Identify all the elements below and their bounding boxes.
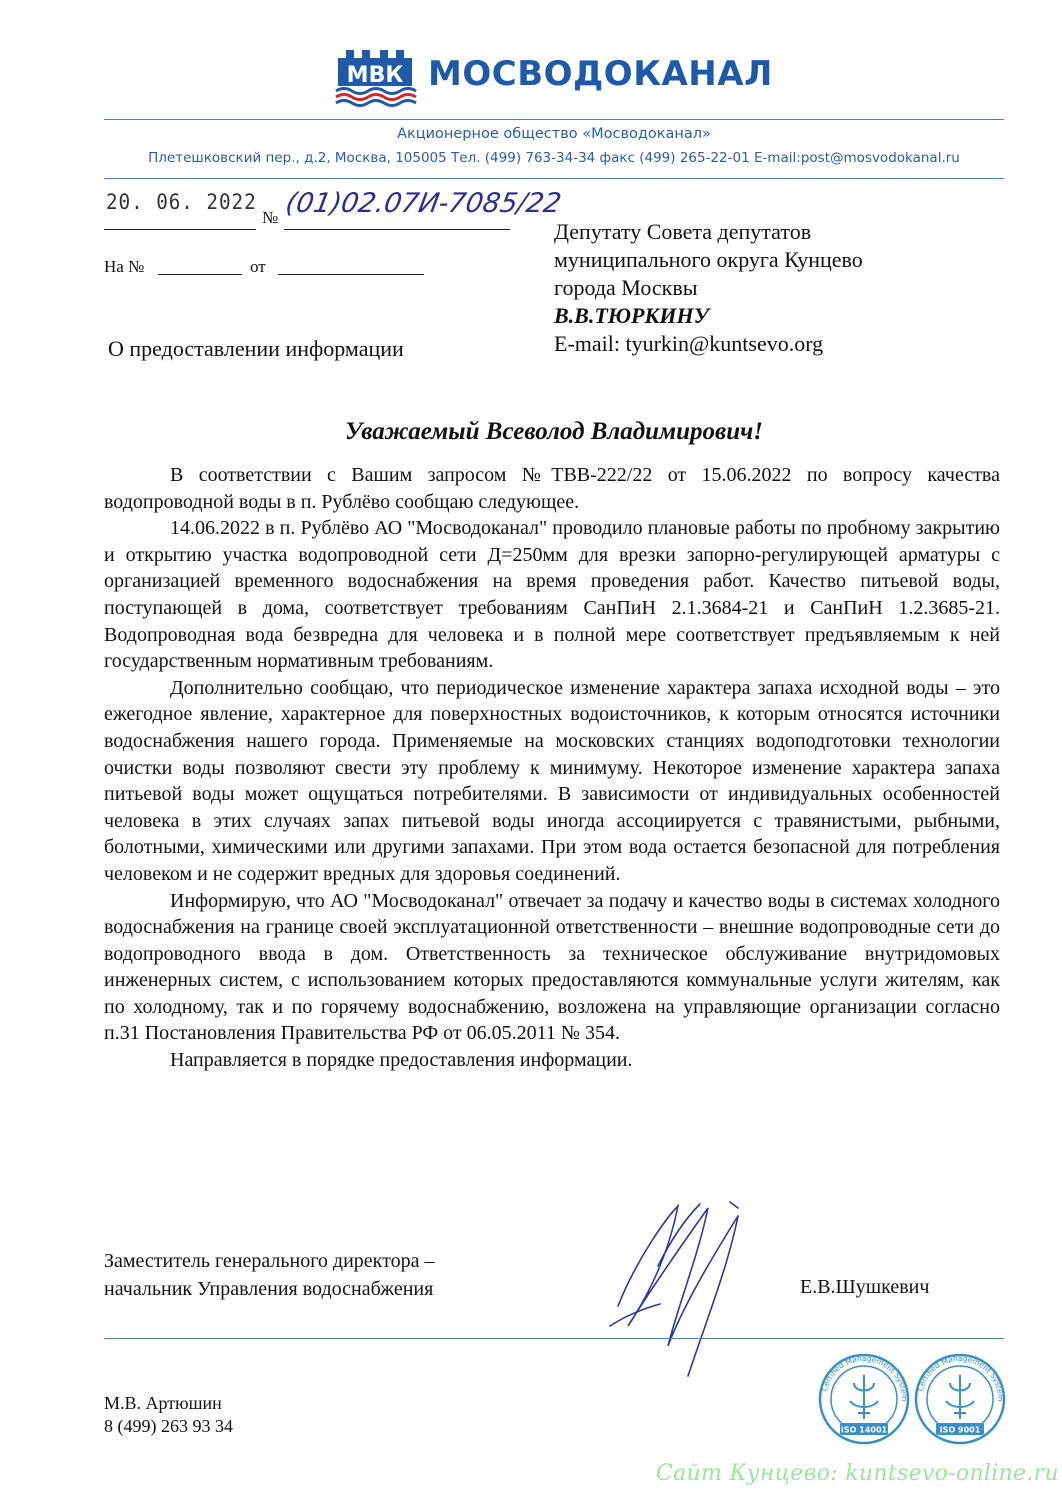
from-underline (278, 274, 424, 275)
date-stamp: 20. 06. 2022 (106, 190, 257, 214)
salutation: Уважаемый Всеволод Владимирович! (345, 418, 763, 445)
site-watermark: Сайт Кунцево: kuntsevo-online.ru (656, 1461, 1059, 1486)
svg-text:Certified Management System: Certified Management System (819, 1353, 910, 1402)
contact-block (104, 1392, 233, 1438)
date-underline (104, 229, 256, 230)
letterhead-logo (332, 46, 782, 108)
outgoing-number: (01)02.07И-7085/22 (283, 188, 564, 219)
body-paragraph: Информирую, что АО "Мосводоканал" отвечает за подачу и качество воды в системах холодного водоснабжения на границе своей эксплуатационной ответственности – внешние водопроводные сети до водопроводного ввода в дом. Ответственность за техническое обслуживание внутридомовых инженерных систем, с использованием которых предоставляются коммунальные услуги жителям, как по холодному, так и по горячему водоснабжению, возложена на управляющие организации согласно п.31 Постановления Правительства РФ от 06.05.2011 № 354. (104, 889, 1000, 1045)
body-paragraph: Дополнительно сообщаю, что периодическое изменение характера запаха исходной воды – это ежегодное явление, характерное для поверхностных водоисточников, к которым относятся источники водоснабжения нашего города. Применяемые на московских станциях водоподготовки технологии очистки воды позволяют свести эту проблему к минимуму. Некоторое изменение характера запаха питьевой воды может ощущаться потребителями. В зависимости от индивидуальных особенностей человека в этих случаях запах питьевой воды иногда ассоциируется с травянистыми, рыбными, болотными, химическими или другими запахами. При этом вода остается безопасной для потребления человеком и не содержит вредных для здоровья соединений. (104, 676, 1000, 885)
svg-text:Certified Management System: Certified Management System (915, 1353, 1006, 1402)
iso-9001-seal-icon (914, 1353, 1006, 1445)
addressee-line: Депутату Совета депутатов (554, 219, 812, 244)
seal-caption: ISO 14001 (840, 1425, 888, 1435)
signer-name: Е.В.Шушкевич (800, 1276, 930, 1298)
iso-14001-seal-icon (818, 1353, 910, 1445)
number-underline (284, 229, 510, 230)
brand-name: МОСВОДОКАНАЛ (428, 54, 773, 94)
logo-text: МВК (346, 63, 404, 88)
handwritten-signature (598, 1196, 768, 1386)
letter-subject: О предоставлении информации (108, 336, 404, 361)
signer-title-line: Заместитель генерального директора – (104, 1250, 435, 1272)
signer-title-line: начальник Управления водоснабжения (104, 1278, 434, 1300)
addressee-block (554, 218, 863, 358)
company-name: Акционерное общество «Мосводоканал» (397, 126, 711, 142)
addressee-line: муниципального округа Кунцево (554, 247, 863, 272)
signer-title (104, 1247, 435, 1303)
in-reply-label: На № (104, 257, 145, 276)
header-divider-top (104, 119, 1004, 120)
seal-caption: ISO 9001 (939, 1425, 981, 1435)
footer-divider (104, 1338, 1004, 1339)
header-divider-bottom (104, 178, 1004, 179)
number-sign: № (262, 208, 279, 227)
in-reply-underline (158, 274, 242, 275)
addressee-line: города Москвы (554, 275, 698, 300)
from-label: от (250, 257, 266, 276)
body-paragraph: Направляется в порядке предоставления информации. (170, 1049, 633, 1072)
contact-phone: 8 (499) 263 93 34 (104, 1416, 233, 1436)
contact-name: М.В. Артюшин (104, 1393, 222, 1413)
body-paragraph: 14.06.2022 в п. Рублёво АО "Мосводоканал" проводило плановые работы по пробному закрытию и открытию участка водопроводной сети Д=250мм для врезки запорно-регулирующей арматуры с организацией временного водоснабжения на время проведения работ. Качество питьевой воды, поступающей в дома, соответствует требованиям СанПиН 2.1.3684-21 и СанПиН 1.2.3685-21. Водопроводная вода безвредна для человека и в полной мере соответствует предъявляемым к ней государственным нормативным требованиям. (104, 517, 1000, 673)
body-paragraph: В соответствии с Вашим запросом №ТВВ-222/22 от 15.06.2022 по вопросу качества водопроводной воды в п. Рублёво сообщаю следующее. (104, 464, 1000, 513)
addressee-name: В.В.ТЮРКИНУ (554, 303, 709, 328)
company-address: Плетешковский пер., д.2, Москва, 105005 Тел. (499) 763-34-34 факс (499) 265-22-01 E-mail:post@mosvodokanal.ru (148, 150, 960, 166)
mvk-logo-icon (332, 46, 418, 108)
letter-body (104, 462, 1000, 1074)
addressee-email: E-mail: tyurkin@kuntsevo.org (554, 331, 824, 356)
